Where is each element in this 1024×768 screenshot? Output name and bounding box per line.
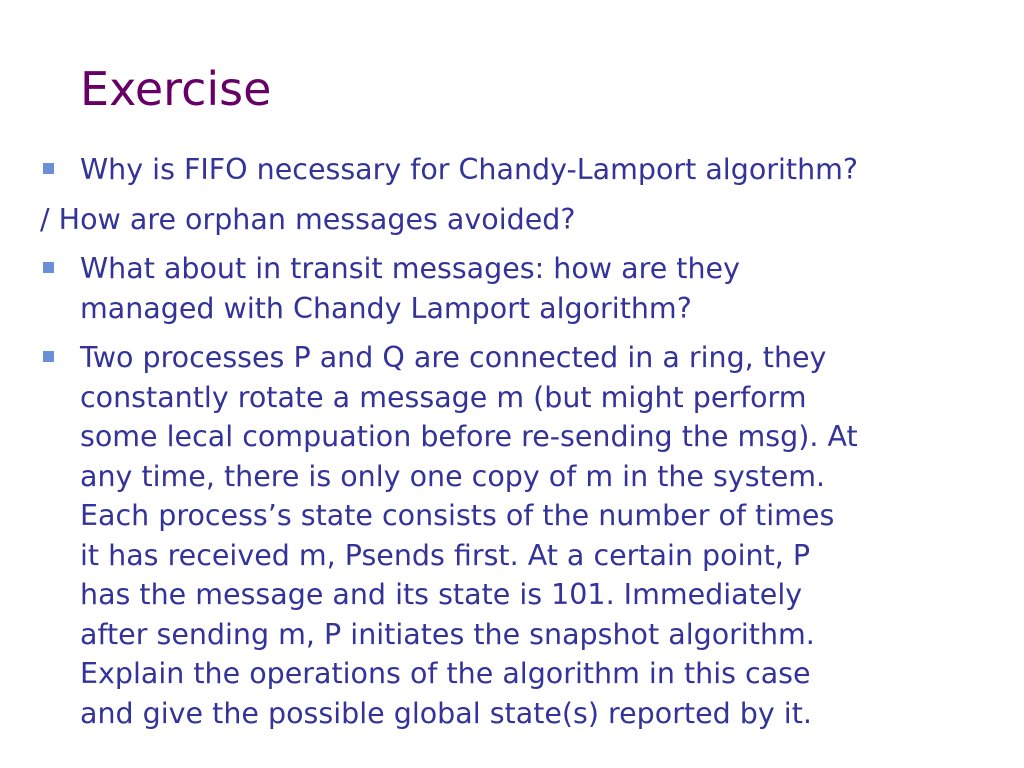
text-line: Each process’s state consists of the number of times	[80, 499, 835, 532]
text-line: / How are orphan messages avoided?	[40, 202, 576, 236]
slide-title: Exercise	[80, 62, 272, 116]
text-line: any time, there is only one copy of m in the system.	[80, 459, 826, 493]
text-line: has the message and its state is 101. Immediately	[80, 578, 803, 611]
text-line: it has received m, Psends first. At a certain point, P	[80, 538, 811, 572]
bullet-paragraph-in-transit	[40, 249, 990, 328]
text-line: constantly rotate a message m (but might perform	[80, 380, 807, 414]
text-line: What about in transit messages: how are they	[80, 252, 740, 285]
bullet-paragraph-exercise	[40, 338, 990, 733]
text-line: Two processes P and Q are connected in a ring, they	[80, 341, 827, 374]
text-line: and give the possible global state(s) reported by it.	[80, 696, 812, 730]
square-bullet-icon	[43, 351, 54, 362]
text-line: some lecal compuation before re-sending the msg). At	[80, 420, 858, 453]
slide-body	[40, 150, 990, 743]
paragraph-orphan-messages	[40, 200, 990, 240]
text-line: managed with Chandy Lamport algorithm?	[80, 291, 692, 325]
square-bullet-icon	[43, 163, 54, 174]
text-line: Explain the operations of the algorithm in this case	[80, 657, 811, 690]
bullet-paragraph-fifo	[40, 150, 990, 190]
square-bullet-icon	[43, 262, 54, 273]
text-line: after sending m, P initiates the snapshot algorithm.	[80, 617, 815, 651]
text-line: Why is FIFO necessary for Chandy-Lamport algorithm?	[80, 153, 859, 186]
